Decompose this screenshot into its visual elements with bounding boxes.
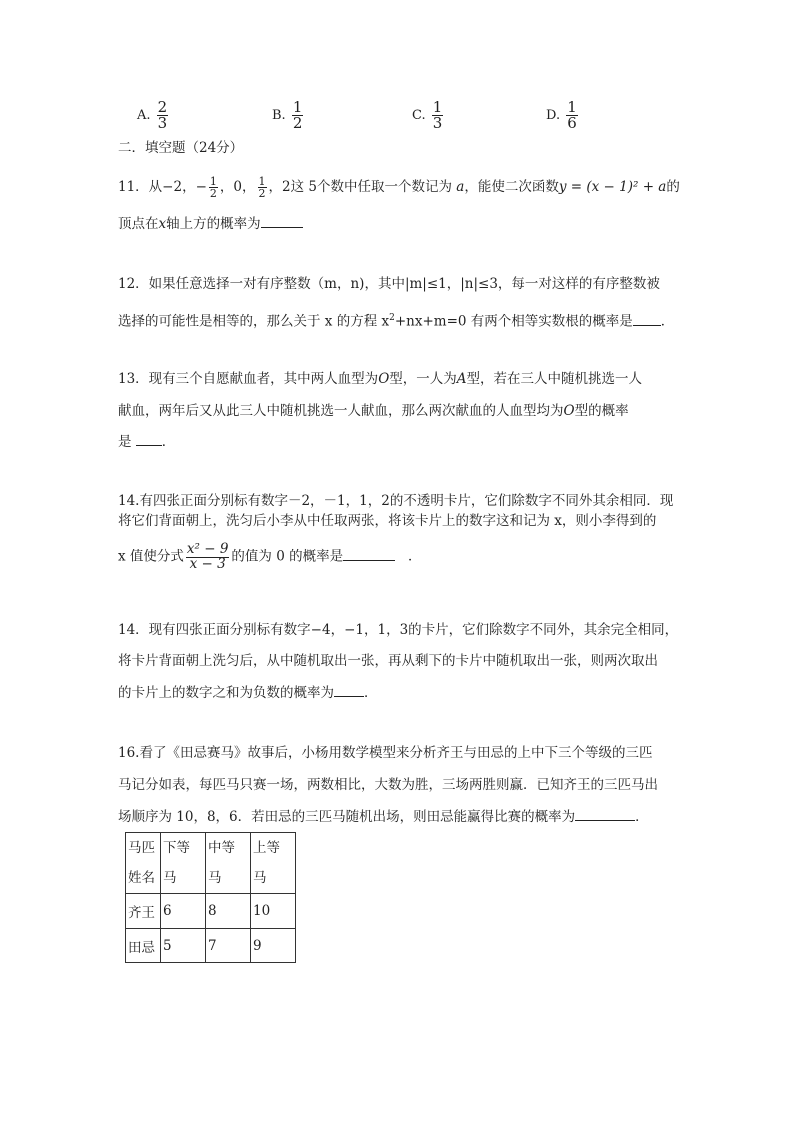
fraction-numerator: 1 (432, 98, 443, 116)
corner-label-name: 姓名 (128, 870, 155, 886)
q14a-line-3 (118, 543, 421, 571)
fraction-numerator: 1 (292, 98, 303, 116)
horse-score-table (125, 832, 296, 963)
fraction-denominator: 2 (209, 187, 217, 200)
option-d (546, 100, 580, 131)
q16-line-3 (118, 808, 649, 826)
q11-text: 11．从−2， (118, 179, 196, 195)
q11-text: 的 (666, 179, 680, 195)
q12-line-2 (118, 309, 674, 331)
corner-label-horse: 马匹 (128, 840, 155, 856)
q13-blood-type-o: O (563, 403, 575, 419)
q14a-text: x 值使分式 (118, 548, 184, 565)
q14b-text: ． (364, 685, 378, 701)
q13-text: 13．现有三个自愿献血者，其中两人血型为 (118, 371, 379, 387)
q13-blood-type-o: O (378, 371, 390, 387)
option-letter: A. (137, 108, 151, 123)
q11-formula: y = (x − 1)² + a (558, 179, 667, 195)
fraction-denominator: 3 (432, 114, 443, 132)
q14b-line-1: 14．现有四张正面分别标有数字−4，−1，1，3的卡片，它们除数字不同外，其余完全相同， (118, 622, 679, 638)
q14b-line-3 (118, 684, 378, 702)
answer-blank (343, 548, 395, 561)
q11-variable-x: x (158, 216, 167, 232)
answer-blank (261, 215, 303, 228)
q16-text: 场顺序为 10，8，6．若田忌的三匹马随机出场，则田忌能赢得比赛的概率为 (118, 809, 576, 825)
table-cell: 8 (206, 894, 251, 929)
fraction-numerator: x² − 9 (186, 541, 229, 557)
q14a-text: ． (407, 548, 422, 565)
option-a (137, 100, 170, 131)
option-fraction (292, 100, 304, 131)
q14a-line-2: 将它们背面朝上，洗匀后小李从中任取两张，将该卡片上的数字这和记为 x，则小李得到的 (118, 513, 657, 529)
option-fraction (566, 100, 578, 131)
q12-exponent: 2 (389, 313, 395, 323)
option-letter: D. (546, 108, 561, 123)
answer-blank (575, 808, 635, 821)
q12-text: ． (660, 313, 675, 330)
table-header-cell: 上等马 (251, 833, 296, 894)
q11-text: ，0， (219, 179, 256, 195)
q11-fraction-neg-half (209, 176, 218, 199)
q11-text: ，2这 5个数中任取一个数记为 (268, 179, 452, 195)
q12-line-1: 12．如果任意选择一对有序整数（m，n)，其中|m|≤1，|n|≤3，每一对这样的有序整数被 (118, 276, 660, 292)
q13-line-2 (118, 402, 629, 420)
q16-line-2: 马记分如表，每匹马只赛一场，两数相比，大数为胜，三场两胜则赢．已知齐王的三匹马出 (118, 777, 658, 793)
q12-text: 选择的可能性是相等的，那么关于 x 的方程 x (118, 313, 390, 330)
q13-text: ． (161, 434, 176, 450)
q16-text: ． (635, 809, 649, 825)
answer-blank (633, 313, 661, 326)
answer-blank (136, 433, 162, 446)
q13-text: 型的概率 (574, 403, 629, 419)
q14b-line-2: 将卡片背面朝上洗匀后，从中随机取出一张，再从剩下的卡片中随机取出一张，则两次取出 (118, 653, 658, 669)
q13-text: 型，若在三人中随机挑选一人 (466, 371, 643, 387)
option-b (272, 100, 305, 131)
table-row (126, 929, 296, 963)
q13-line-3 (118, 433, 175, 451)
q14a-line-1: 14.有四张正面分别标有数字－2，－1，1，2的不透明卡片，它们除数字不同外其余相同．现 (118, 493, 674, 509)
fraction-denominator: x − 3 (189, 555, 226, 572)
option-fraction (157, 100, 169, 131)
fraction-numerator: 1 (258, 175, 266, 188)
table-header-row (126, 833, 296, 894)
table-cell: 6 (161, 894, 206, 929)
table-row (126, 894, 296, 929)
q11-line-1 (118, 176, 680, 199)
table-header-cell: 下等马 (161, 833, 206, 894)
table-header-cell: 中等马 (206, 833, 251, 894)
q14b-text: 的卡片上的数字之和为负数的概率为 (118, 685, 334, 701)
table-row-name: 齐王 (126, 894, 161, 929)
q13-blood-type-a: A (456, 371, 467, 387)
q11-line-2 (118, 215, 303, 233)
section-title: 二．填空题（24分） (118, 140, 244, 156)
q16-line-1: 16.看了《田忌赛马》故事后，小杨用数学模型来分析齐王与田忌的上中下三个等级的三匹 (118, 745, 653, 761)
q14a-fraction (186, 543, 230, 571)
option-letter: B. (272, 108, 286, 123)
fraction-denominator: 6 (567, 114, 577, 132)
table-cell: 5 (161, 929, 206, 963)
q11-sign: − (195, 179, 207, 195)
table-cell: 7 (206, 929, 251, 963)
answer-blank (334, 684, 364, 697)
table-cell: 9 (251, 929, 296, 963)
table-cell: 10 (251, 894, 296, 929)
fraction-denominator: 3 (157, 114, 168, 132)
fraction-numerator: 1 (209, 175, 217, 188)
q13-text: 是 (118, 434, 136, 450)
fraction-denominator: 2 (258, 187, 266, 200)
q13-text: 型，一人为 (389, 371, 457, 387)
option-letter: C. (412, 108, 426, 123)
option-fraction (432, 100, 444, 131)
table-row-name: 田忌 (126, 929, 161, 963)
q13-text: 献血，两年后又从此三人中随机挑选一人献血，那么两次献血的人血型均为 (118, 403, 564, 419)
q11-text: ，能使二次函数 (464, 179, 559, 195)
q13-line-1 (118, 370, 642, 388)
q11-text: 轴上方的概率为 (166, 216, 261, 232)
fraction-numerator: 1 (567, 98, 577, 116)
fraction-denominator: 2 (292, 114, 303, 132)
q11-fraction-half (258, 176, 267, 199)
q12-text: +nx+m=0 有两个相等实数根的概率是 (394, 313, 633, 330)
q11-variable-a: a (456, 179, 465, 195)
table-corner-cell (126, 833, 161, 894)
q14a-text: 的值为 0 的概率是 (231, 548, 344, 565)
option-c (412, 100, 445, 131)
q11-text: 顶点在 (118, 216, 159, 232)
fraction-numerator: 2 (157, 98, 168, 116)
